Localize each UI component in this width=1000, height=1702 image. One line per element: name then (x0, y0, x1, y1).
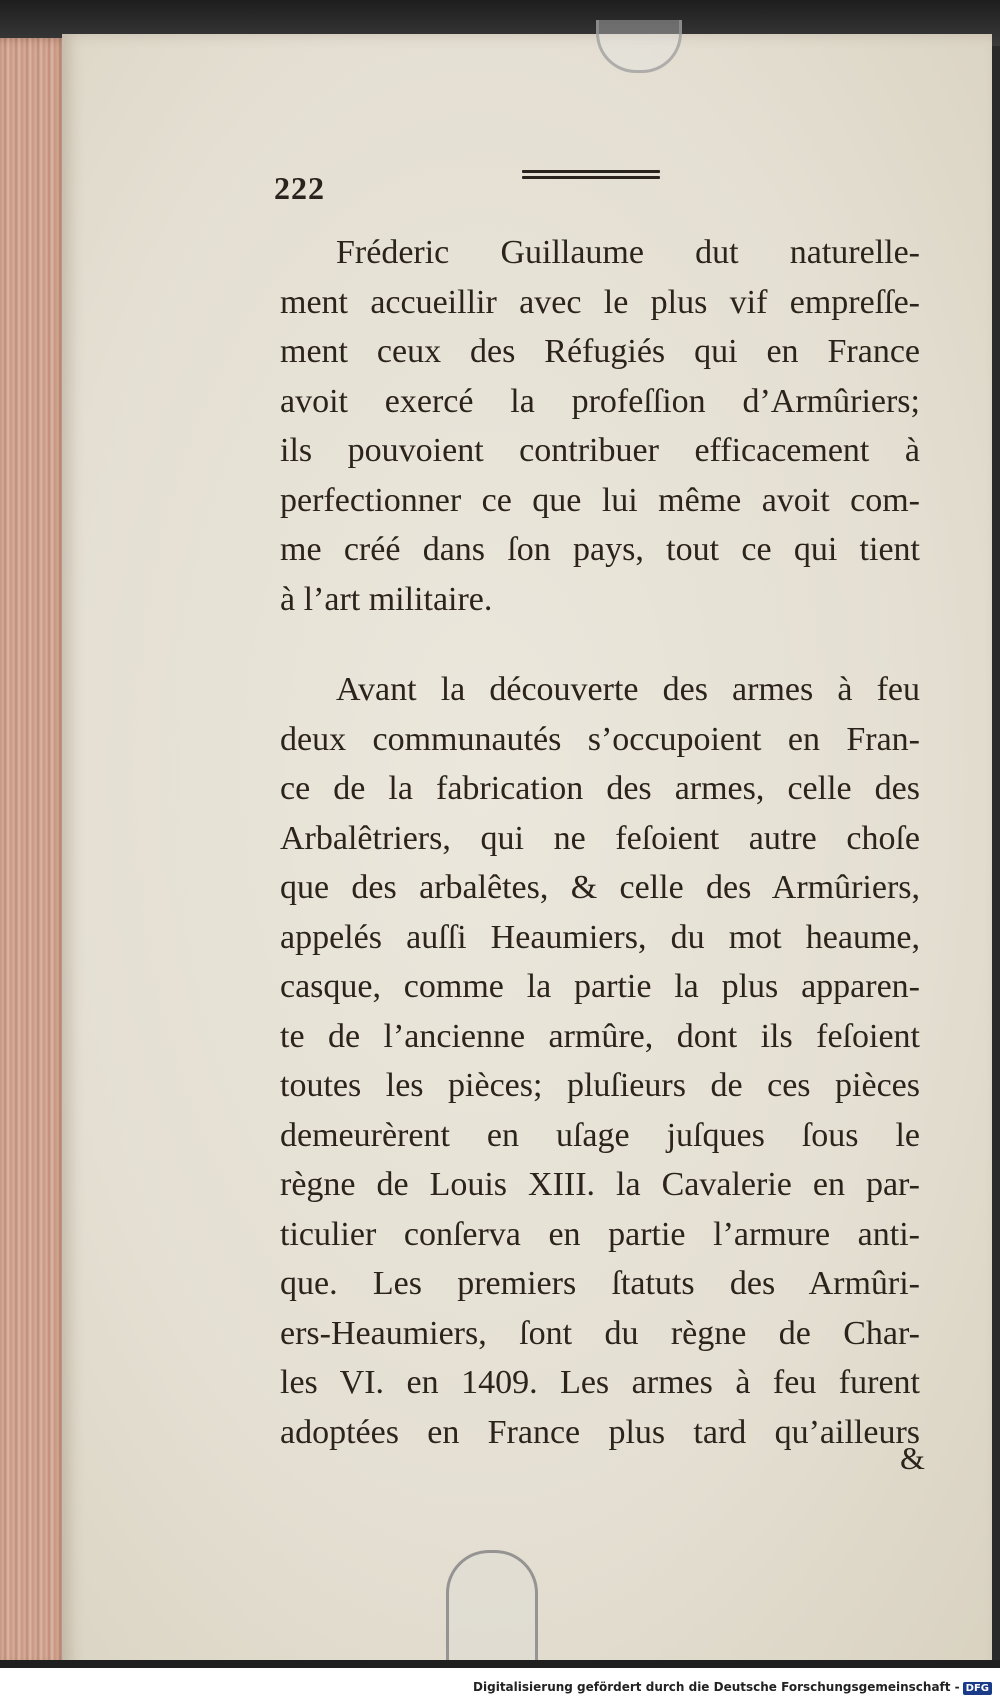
paragraph-1 (280, 228, 920, 624)
text-line: les VI. en 1409. Les armes à feu furent (280, 1364, 920, 1401)
text-line: adoptées en France plus tard qu’ailleurs (280, 1413, 920, 1451)
text-line: ment ceux des Réfugiés qui en France (280, 333, 920, 370)
text-line: que. Les premiers ſtatuts des Armûri- (280, 1265, 920, 1302)
text-line: règne de Louis XIII. la Cavalerie en par- (280, 1166, 920, 1203)
text-line: Avant la découverte des armes à feu (336, 671, 920, 708)
text-line: toutes les pièces; pluſieurs de ces pièces (280, 1067, 920, 1104)
text-line: ticulier conſerva en partie l’armure anti- (280, 1215, 920, 1253)
page-clip-bottom (446, 1550, 538, 1673)
text-line: ers-Heaumiers, ſont du règne de Char- (280, 1314, 920, 1352)
text-line: ils pouvoient contribuer efficacement à (280, 432, 920, 469)
text-line: que des arbalêtes, & celle des Armûriers, (280, 869, 920, 906)
text-line: deux communautés s’occupoient en Fran- (280, 720, 920, 758)
text-line: Arbalêtriers, qui ne feſoient autre choſe (280, 819, 920, 857)
text-line: ce de la fabrication des armes, celle des (280, 770, 920, 807)
text-line: ment accueillir avec le plus vif empreſſe- (280, 283, 920, 321)
digitization-credit (473, 1680, 992, 1695)
book-fore-edge (0, 38, 70, 1668)
header-rule (522, 170, 660, 184)
text-line: perfectionner ce que lui même avoit com- (280, 481, 920, 519)
text-line: me créé dans ſon pays, tout ce qui tient (280, 531, 920, 568)
text-line: te de l’ancienne armûre, dont ils feſoient (280, 1017, 920, 1055)
text-line: appelés auſſi Heaumiers, du mot heaume, (280, 918, 920, 956)
text-line: Fréderic Guillaume dut naturelle- (336, 234, 920, 271)
text-line: à l’art militaire. (280, 580, 493, 618)
catchword: & (900, 1440, 925, 1476)
page-number: 222 (274, 170, 325, 206)
credit-text: Digitalisierung gefördert durch die Deutsche Forschungsgemeinschaft - (473, 1680, 960, 1694)
paragraph-2 (280, 665, 920, 1457)
text-line: casque, comme la partie la plus apparen- (280, 968, 920, 1005)
text-line: demeurèrent en uſage juſques ſous le (280, 1116, 920, 1154)
text-line: avoit exercé la profeſſion d’Armûriers; (280, 382, 920, 420)
dfg-logo: DFG (963, 1682, 992, 1695)
